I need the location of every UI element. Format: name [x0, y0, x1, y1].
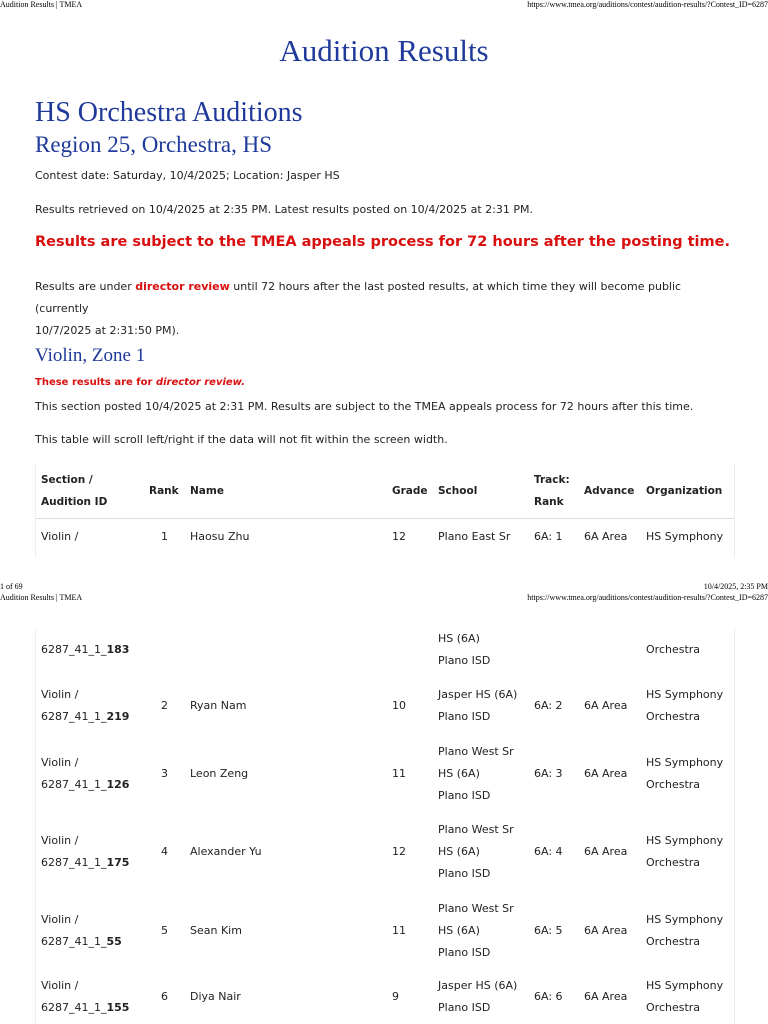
region-line: Region 25, Orchestra, HS — [35, 132, 272, 157]
director-review-notice: These results are for director review. — [35, 377, 246, 388]
results-table-part1[interactable]: Section / Audition ID Rank Name Grade School Track: Rank Advance Organization Violin / 1 Haosu Zhu 12 Plano East Sr 6A: 1 6A Area HS Symphony — [35, 463, 735, 558]
print-header — [0, 0, 768, 12]
retrieved-info: Results retrieved on 10/4/2025 at 2:35 PM. Latest results posted on 10/4/2025 at 2:31 PM. — [35, 203, 533, 216]
print-page-number: 1 of 69 — [0, 582, 23, 591]
results-table-part2[interactable]: 6287_41_1_183 HS (6A) Plano ISD Orchestra Violin / 6287_41_1_219 2 Ryan Nam 10 Jasper HS (6A) Plano ISD 6A: 2 6A Area HS Symphony Orchestra Violin / 6287_41_1_126 3 Leon Zeng 11 Plano West Sr HS (6A) Plano ISD 6A: 3 6A Area HS Symphony Orchestra Violin / 6287_41_1_175 4 Alexander Yu 12 Plano West Sr HS (6A) Plano ISD 6A: 4 6A Area HS Symphony Orchestra Violin / 6287_41_1_55 5 Sean Kim 11 Plano West Sr HS (6A) Plano ISD 6A: 5 6A Area HS Symphony Orchestra Violin / 6287_41_1_155 6 Diya Nair 9 Jasper HS (6A) Plano ISD 6A: 6 6A Area HS Symphony Orchestra — [35, 628, 735, 1024]
section-posted-info: This section posted 10/4/2025 at 2:31 PM. Results are subject to the TMEA appeals process for 72 hours after this time. — [35, 400, 694, 413]
print-page-title: Audition Results | TMEA — [0, 0, 83, 9]
col-header-school: School — [438, 485, 478, 497]
contest-name: HS Orchestra Auditions — [35, 97, 303, 128]
col-header-section: Section / Audition ID — [41, 474, 108, 508]
director-review-link[interactable]: director review — [135, 280, 230, 293]
print-date: 10/4/2025, 2:35 PM — [703, 582, 768, 591]
section-heading: Violin, Zone 1 — [35, 345, 146, 366]
review-paragraph: Results are under director review until 72 hours after the last posted results, at which time they will become public (currently 10/7/2025 at 2:31:50 PM). — [35, 280, 682, 337]
header-divider — [36, 518, 734, 519]
page-title: Audition Results — [279, 33, 489, 68]
col-header-organization: Organization — [646, 485, 723, 497]
col-header-grade: Grade — [392, 485, 428, 497]
contest-info: Contest date: Saturday, 10/4/2025; Location: Jasper HS — [35, 169, 340, 182]
print-header-page2: Audition Results | TMEA https://www.tmea.org/auditions/contest/audition-results/?Contest_ID=6287 — [0, 593, 768, 602]
col-header-name: Name — [190, 485, 224, 497]
scroll-note: This table will scroll left/right if the data will not fit within the screen width. — [35, 433, 448, 446]
print-url: https://www.tmea.org/auditions/contest/audition-results/?Contest_ID=6287 — [527, 0, 768, 9]
col-header-advance: Advance — [584, 485, 635, 497]
col-header-track: Track: Rank — [534, 474, 570, 508]
appeals-warning: Results are subject to the TMEA appeals process for 72 hours after the posting time. — [35, 234, 730, 250]
col-header-rank: Rank — [149, 485, 179, 497]
